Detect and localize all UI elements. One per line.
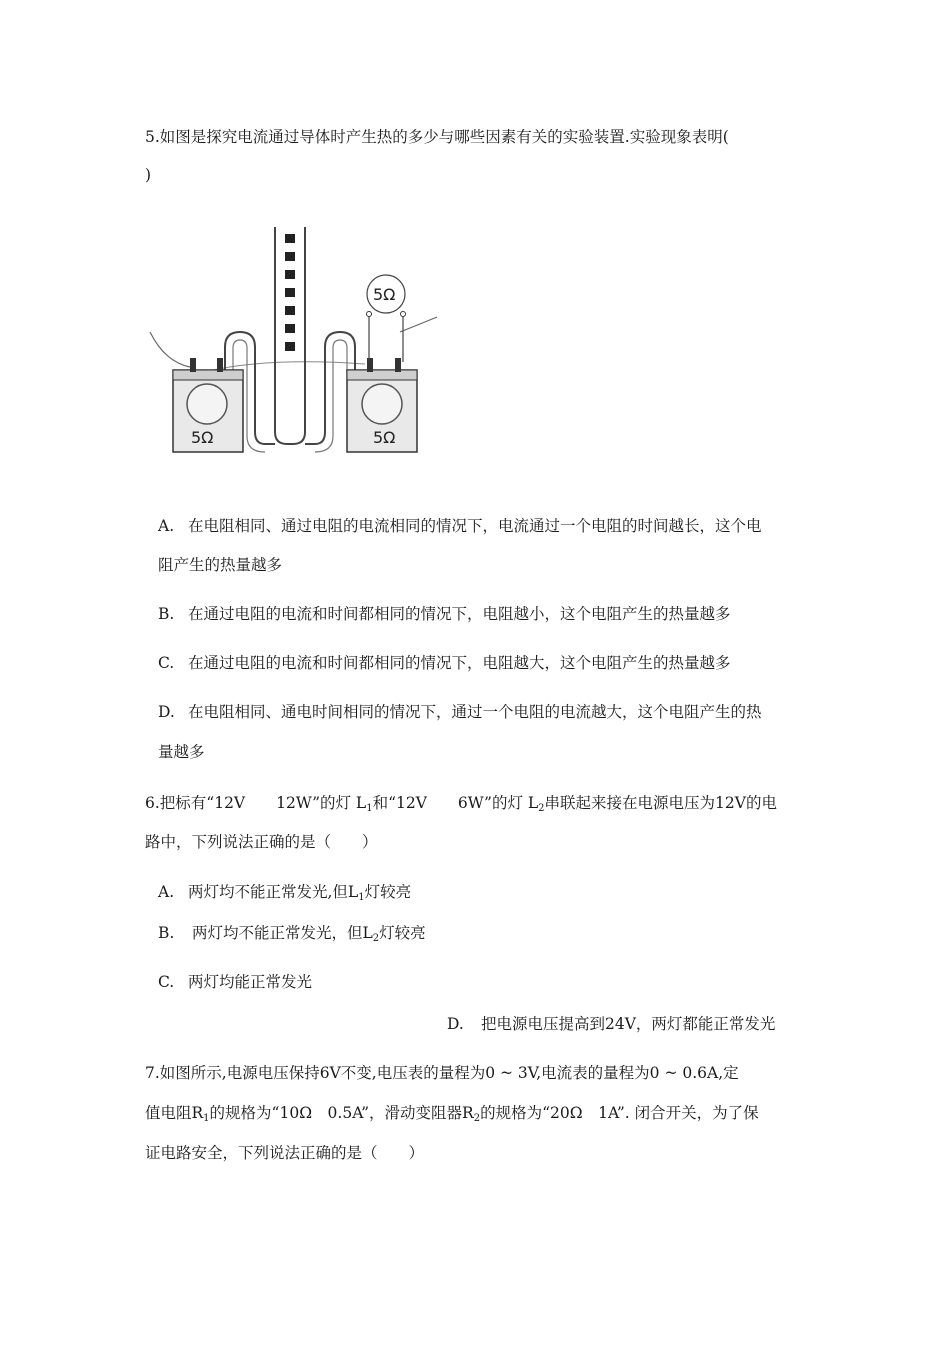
q6-option-a-sub: 1	[358, 892, 365, 903]
q5-option-b-letter: B.	[158, 605, 175, 623]
q6-option-d-letter: D.	[447, 1015, 464, 1033]
q7-stem-sub2: 2	[473, 1113, 481, 1124]
q5-option-a-line1	[158, 516, 762, 536]
q5-option-b	[158, 604, 731, 624]
q7-stem-part-a: 值电阻R	[145, 1104, 204, 1122]
q7-stem-line2	[145, 1103, 759, 1129]
q6-stem-part-b: 和“12V 6W”的灯 L	[372, 794, 539, 812]
q5-option-b-text: 在通过电阻的电流和时间都相同的情况下，电阻越小，这个电阻产生的热量越多	[188, 605, 731, 623]
q6-option-d	[447, 1014, 775, 1034]
q6-option-b-letter: B.	[158, 924, 175, 942]
q6-option-a-text: 两灯均不能正常发光,但L	[188, 883, 359, 901]
q5-option-c-letter: C.	[158, 654, 175, 672]
left-resistor-label: 5Ω	[191, 428, 214, 447]
q6-option-a-text-end: 灯较亮	[364, 883, 412, 901]
q6-stem-sub2: 2	[538, 803, 545, 814]
q6-option-a	[158, 882, 411, 908]
q6-option-c-letter: C.	[158, 973, 175, 991]
q6-option-c	[158, 972, 312, 992]
q7-stem-sub1: 1	[203, 1113, 210, 1124]
q5-option-a-letter: A.	[158, 517, 175, 535]
q5-option-d-line1	[158, 702, 762, 722]
q6-option-a-letter: A.	[158, 883, 175, 901]
q6-option-d-text: 把电源电压提高到24V，两灯都能正常发光	[481, 1015, 776, 1033]
q5-stem-line1: 5.如图是探究电流通过导体时产生热的多少与哪些因素有关的实验装置.实验现象表明(	[145, 128, 729, 146]
q6-option-b	[158, 923, 426, 949]
q5-option-d-letter: D.	[158, 703, 175, 721]
joule-heating-apparatus-figure	[145, 222, 445, 457]
q6-stem-part-a: 6.把标有“12V 12W”的灯 L	[145, 794, 367, 812]
q5-option-c	[158, 653, 731, 673]
q5-option-c-text: 在通过电阻的电流和时间都相同的情况下，电阻越大，这个电阻产生的热量越多	[188, 654, 731, 672]
q6-option-b-text-end: 灯较亮	[379, 924, 426, 942]
q5-option-a-text: 在电阻相同、通过电阻的电流相同的情况下，电流通过一个电阻的时间越长，这个电	[188, 517, 762, 535]
q5-option-d-line2: 量越多	[158, 743, 205, 761]
q6-option-b-text: 两灯均不能正常发光，但L	[192, 924, 373, 942]
q6-stem-line2: 路中，下列说法正确的是（ ）	[145, 833, 378, 851]
external-resistor-label: 5Ω	[373, 285, 396, 304]
q6-option-b-sub: 2	[372, 933, 380, 944]
q5-option-d-text: 在电阻相同、通电时间相同的情况下，通过一个电阻的电流越大，这个电阻产生的热	[188, 703, 762, 721]
q6-stem-sub1: 1	[366, 803, 373, 814]
q7-stem-line3: 证电路安全，下列说法正确的是（ ）	[145, 1144, 425, 1162]
q7-stem-line1: 7.如图所示,电源电压保持6V不变,电压表的量程为0 ~ 3V,电流表的量程为0 ~ 0.6A,定	[145, 1064, 739, 1082]
q5-option-a-line2: 阻产生的热量越多	[158, 556, 283, 574]
right-resistor-label: 5Ω	[373, 428, 396, 447]
q6-stem-line1	[145, 793, 777, 819]
q6-stem-part-c: 串联起来接在电源电压为12V的电	[544, 794, 777, 812]
q5-stem-line2: )	[145, 166, 152, 184]
q7-stem-part-c: 的规格为“20Ω 1A”. 闭合开关，为了保	[480, 1104, 759, 1122]
q7-stem-part-b: 的规格为“10Ω 0.5A”，滑动变阻器R	[209, 1104, 474, 1122]
q6-option-c-text: 两灯均能正常发光	[188, 973, 313, 991]
